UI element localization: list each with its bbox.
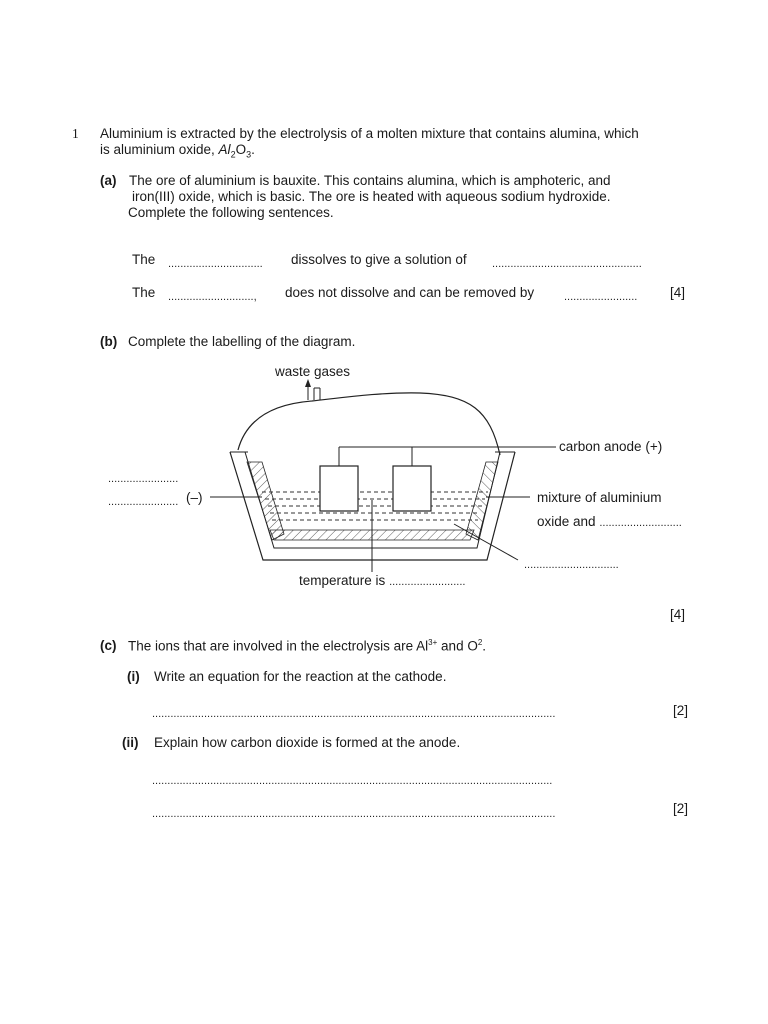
part-c-ii-label: (ii) [122,735,139,750]
sentence-2-middle: does not dissolve and can be removed by [285,285,535,300]
part-b-label: (b) [100,334,118,349]
left-label-blank-bottom[interactable]: ....................... [108,496,179,508]
mixture-label-blank[interactable]: ........................... [599,517,682,529]
part-b-instruction: Complete the labelling of the diagram. [128,334,356,349]
mixture-label-prefix: oxide and [537,514,596,529]
part-c-ii-text: Explain how carbon dioxide is formed at the anode. [154,735,461,750]
formula-end: . [251,142,255,157]
question-number: 1 [72,126,79,141]
part-c-text-prefix: The ions that are involved in the electrolysis are Al [128,638,429,654]
formula-sub-3: 3 [246,149,252,160]
intro-line-1: Aluminium is extracted by the electrolysis of a molten mixture that contains alumina, which [100,126,639,141]
part-c-text-mid: and O [437,638,478,654]
part-c-ii-marks: [2] [673,801,689,816]
part-a-label: (a) [100,173,117,188]
intro-line-2-text: is aluminium oxide, [100,142,219,157]
part-c-text [128,638,486,654]
formula-al: Al [218,142,231,157]
temperature-blank[interactable]: ......................... [389,576,466,588]
sentence-2-blank-2[interactable]: ........................ [564,291,638,303]
carbon-anode-label: carbon anode (+) [559,439,663,454]
part-c-i-text: Write an equation for the reaction at the cathode. [154,669,447,684]
part-a-line-3: Complete the following sentences. [128,205,334,220]
cathode-sign: (–) [186,490,203,505]
part-c-i-answer-line[interactable]: .................................................................................................................................... [152,708,556,720]
temperature-prefix: temperature is [299,573,386,588]
mixture-label-line-1: mixture of aluminium [537,490,662,505]
sentence-2-blank-1[interactable]: ............................, [168,291,257,303]
part-c-label: (c) [100,638,117,653]
formula-o: O [235,142,247,157]
sentence-1-blank-1[interactable]: ............................... [168,258,263,270]
part-a-marks: [4] [670,285,686,300]
sentence-1-blank-2[interactable]: ................................................. [492,258,642,270]
part-c-ii-answer-line-1[interactable]: ................................................................................................................................... [152,775,553,787]
waste-gases-label: waste gases [275,364,351,379]
part-a-line-2: iron(III) oxide, which is basic. The ore is heated with aqueous sodium hydroxide. [132,189,611,204]
mixture-label-line-2 [537,514,682,529]
formula-sub-2: 2 [230,149,236,160]
sentence-1-middle: dissolves to give a solution of [291,252,467,267]
part-c-i-label: (i) [127,669,140,684]
part-c-ii-answer-line-2[interactable]: .................................................................................................................................... [152,808,556,820]
left-label-blank-top[interactable]: ....................... [108,473,179,485]
sentence-1-the: The [132,252,156,267]
sentence-2-the: The [132,285,156,300]
temperature-label [299,573,465,588]
right-bottom-label-blank[interactable]: ............................... [524,559,619,571]
part-c-text-end: . [482,638,487,654]
part-b-marks: [4] [670,607,686,622]
part-c-i-marks: [2] [673,703,689,718]
o-ion-charge: 2 [477,638,483,647]
al-ion-charge: 3+ [428,638,438,647]
part-a-line-1: The ore of aluminium is bauxite. This contains alumina, which is amphoteric, and [129,173,611,188]
